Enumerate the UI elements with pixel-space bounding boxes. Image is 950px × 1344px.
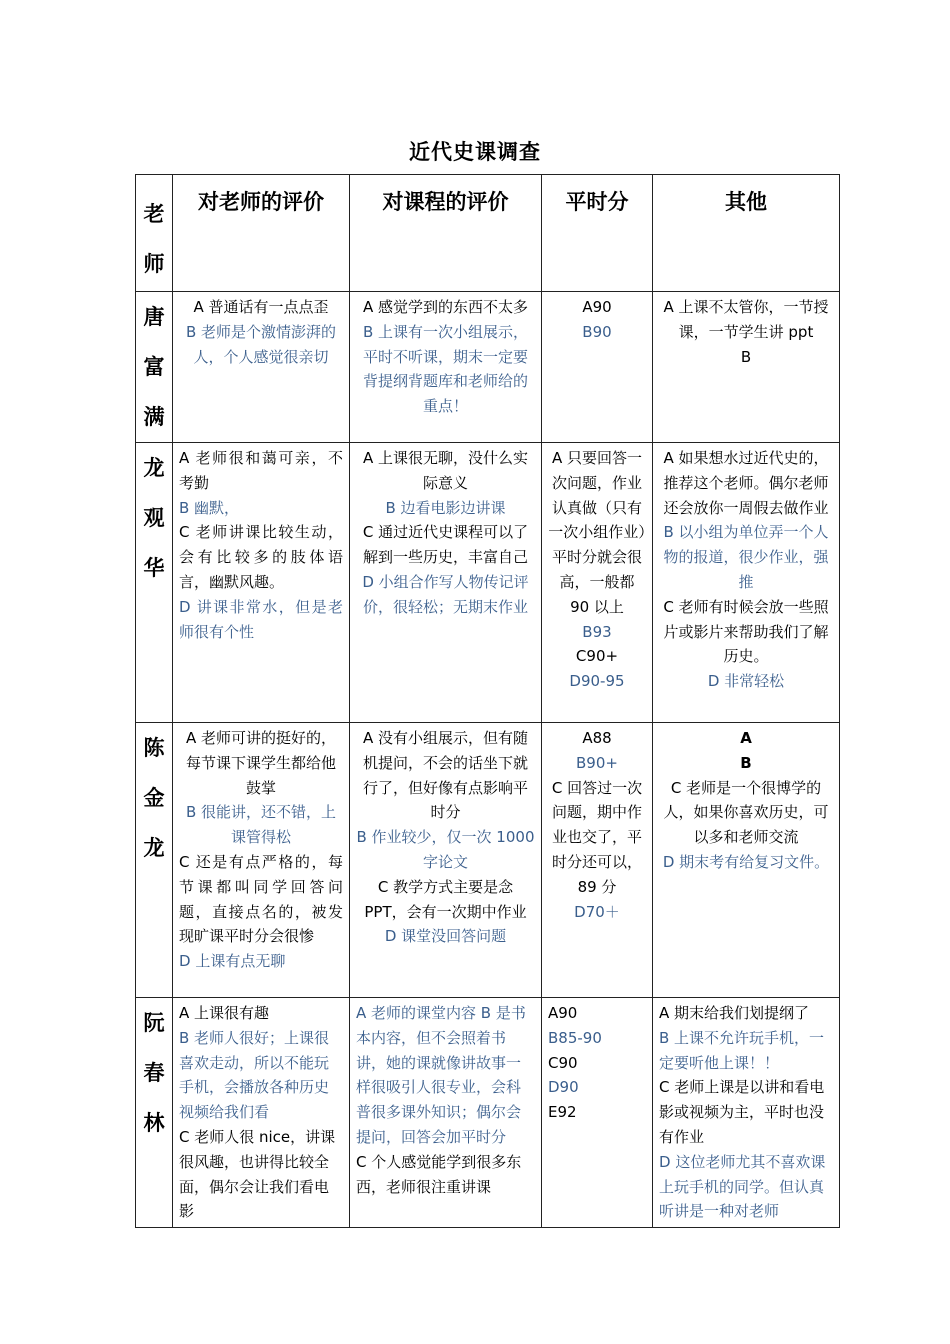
header-teacher-eval: 对老师的评价 (173, 175, 350, 292)
teacher-eval-cell: A 普通话有一点点歪 B 老师是个激情澎湃的人，个人感觉很亲切 (173, 292, 350, 443)
teacher-eval-cell: A 老师很和蔼可亲，不考勤 B 幽默， C 老师讲课比较生动，会有比较多的肢体语言，幽默风趣。 D 讲课非常水，但是老师很有个性 (173, 443, 350, 723)
score-cell: A90 B90 (542, 292, 653, 443)
teacher-eval-cell: A 上课很有趣 B 老师人很好；上课很喜欢走动，所以不能玩手机，会播放各种历史视频给我们看 C 老师人很 nice，讲课很风趣，也讲得比较全面，偶尔会让我们看电影 (173, 998, 350, 1228)
teacher-eval-cell: A 老师可讲的挺好的，每节课下课学生都给他鼓掌 B 很能讲，还不错，上课管得松 C 还是有点严格的，每节课都叫同学回答问题，直接点名的，被发现旷课平时分会很惨 D 上课有点无聊 (173, 723, 350, 998)
teacher-name: 阮 春 林 (136, 998, 173, 1228)
teacher-name: 唐 富 满 (136, 292, 173, 443)
table-row (136, 998, 840, 1228)
other-cell: A B C 老师是一个很博学的人，如果你喜欢历史，可以多和老师交流 D 期末考有给复习文件。 (653, 723, 840, 998)
table-row (136, 723, 840, 998)
table-row (136, 292, 840, 443)
survey-table (135, 174, 840, 1228)
table-row (136, 443, 840, 723)
course-eval-cell: A 上课很无聊，没什么实际意义 B 边看电影边讲课 C 通过近代史课程可以了解到一些历史，丰富自己 D 小组合作写人物传记评价，很轻松；无期末作业 (350, 443, 542, 723)
score-cell: A88 B90+ C 回答过一次问题，期中作业也交了，平时分还可以，89 分 D70＋ (542, 723, 653, 998)
other-cell: A 期末给我们划提纲了 B 上课不允许玩手机，一定要听他上课！！ C 老师上课是以讲和看电影或视频为主，平时也没有作业 D 这位老师尤其不喜欢课上玩手机的同学。但认真听讲是一种对老师 (653, 998, 840, 1228)
header-other: 其他 (653, 175, 840, 292)
course-eval-cell: A 感觉学到的东西不太多 B 上课有一次小组展示，平时不听课，期末一定要背提纲背题库和老师给的重点！ (350, 292, 542, 443)
course-eval-cell: A 没有小组展示，但有随机提问，不会的话坐下就行了，但好像有点影响平时分 B 作业较少，仅一次 1000 字论文 C 教学方式主要是念 PPT，会有一次期中作业 D 课堂没回答问题 (350, 723, 542, 998)
teacher-name: 龙 观 华 (136, 443, 173, 723)
header-teacher: 老 师 (136, 175, 173, 292)
score-cell: A 只要回答一次问题，作业认真做（只有一次小组作业）平时分就会很高，一般都 90 以上 B93 C90+ D90-95 (542, 443, 653, 723)
header-course-eval: 对课程的评价 (350, 175, 542, 292)
course-eval-cell: A 老师的课堂内容 B 是书本内容，但不会照着书讲，她的课就像讲故事一样很吸引人很专业，会科普很多课外知识；偶尔会提问，回答会加平时分 C 个人感觉能学到很多东西，老师很注重讲课 (350, 998, 542, 1228)
teacher-name: 陈 金 龙 (136, 723, 173, 998)
other-cell: A 如果想水过近代史的，推荐这个老师。偶尔老师还会放你一周假去做作业 B 以小组为单位弄一个人物的报道，很少作业，强推 C 老师有时候会放一些照片或影片来帮助我们了解历史。 D 非常轻松 (653, 443, 840, 723)
page-title: 近代史课调查 (409, 140, 541, 164)
score-cell: A90 B85-90 C90 D90 E92 (542, 998, 653, 1228)
header-row (136, 175, 840, 292)
header-score: 平时分 (542, 175, 653, 292)
other-cell: A 上课不太管你，一节授课，一节学生讲 ppt B (653, 292, 840, 443)
